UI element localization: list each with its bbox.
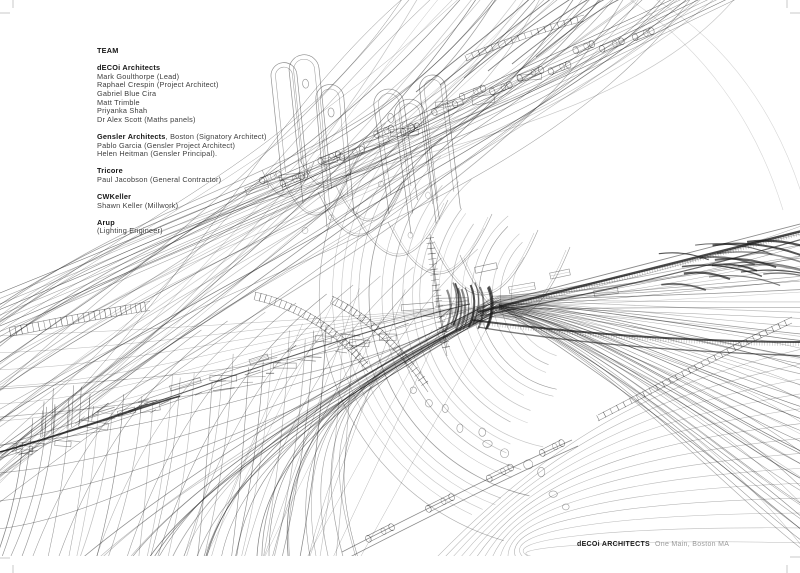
team-member: Shawn Keller (Millwork)	[97, 200, 179, 210]
team-member: Gabriel Blue Cira	[97, 88, 157, 98]
team-group-name: CWKeller	[97, 192, 132, 202]
team-groups	[97, 64, 327, 236]
team-group	[97, 219, 327, 236]
team-group-name: Gensler Architects	[97, 131, 166, 141]
team-group	[97, 193, 327, 210]
team-group	[97, 133, 327, 159]
team-group-suffix: , Boston (Signatory Architect)	[165, 131, 267, 141]
team-member: Mark Goulthorpe (Lead)	[97, 71, 180, 81]
team-group	[97, 167, 327, 184]
team-member: Matt Trimble	[97, 97, 140, 107]
team-member: Raphael Crespin (Project Architect)	[97, 80, 219, 90]
team-heading: TEAM	[97, 46, 119, 55]
team-member: Pablo Garcia (Gensler Project Architect)	[97, 140, 236, 150]
team-group-name: dECOi Architects	[97, 63, 161, 73]
team-member: Helen Heitman (Gensler Principal).	[97, 149, 218, 159]
team-group-name: Arup	[97, 217, 115, 227]
footer-project: One Main, Boston MA	[655, 541, 730, 548]
team-group	[97, 64, 327, 124]
team-panel	[97, 47, 327, 245]
team-member: Dr Alex Scott (Maths panels)	[97, 114, 196, 124]
team-member: Paul Jacobson (General Contractor)	[97, 174, 222, 184]
footer-caption	[577, 541, 729, 548]
team-member: (Lighting Engineer)	[97, 226, 163, 236]
team-group-name: Tricore	[97, 166, 123, 176]
team-member: Priyanka Shah	[97, 106, 148, 116]
footer-brand: dECOi ARCHITECTS	[577, 541, 650, 548]
